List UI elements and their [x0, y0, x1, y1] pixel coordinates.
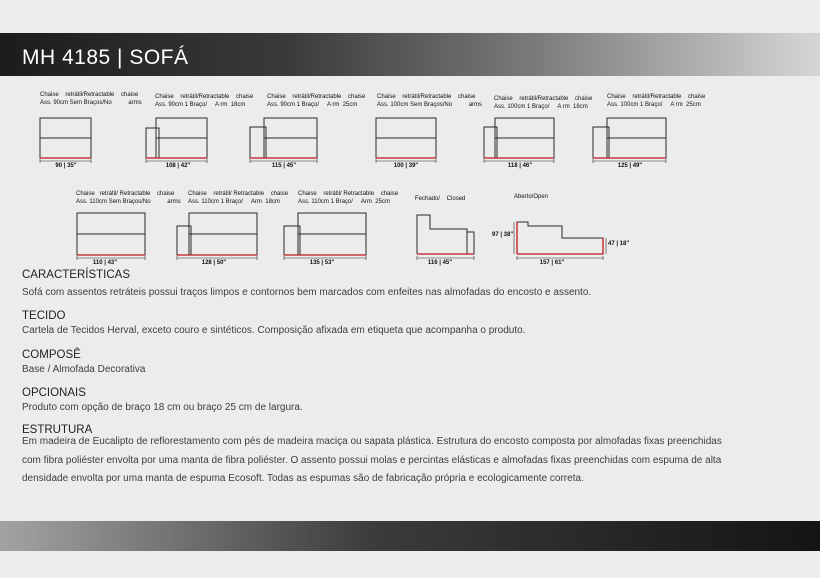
- module-dimension: 108 | 42": [165, 163, 191, 169]
- section-body-opcionais: Produto com opção de braço 18 cm ou braço 25 cm de largura.: [22, 402, 303, 413]
- module-open-side: [517, 222, 603, 254]
- module-caption: Chaise retrátil/Retractable chaise Ass. 90cm 1 Braço/ A rm 18cm: [155, 94, 254, 108]
- module-dimension: 128 | 50": [201, 260, 227, 266]
- closed-dimension: 116 | 45": [427, 260, 453, 266]
- module-caption: Chaise retrátil/ Retractable chaise Ass. 110cm Sem Braços/No arms: [76, 191, 181, 205]
- open-height-dimension: 47 | 18": [608, 241, 630, 247]
- section-title-compose: COMPOSÊ: [22, 349, 81, 361]
- section-title-caracteristicas: CARACTERÍSTICAS: [22, 269, 130, 281]
- page-title: MH 4185 | SOFÁ: [22, 46, 189, 69]
- module-110-arm-18: [177, 213, 257, 255]
- module-closed-side: [417, 215, 474, 254]
- section-title-tecido: TECIDO: [22, 310, 66, 322]
- module-100-arm-25: [593, 118, 666, 158]
- section-body-estrutura: Em madeira de Eucalipto de reflorestamento com pés de madeira maciça ou sapata plástica. Estrutura do encosto composta por almofadas fixas preenchidas com fibra poliéster envolta por uma manta de fibra poliéster. O assento possui molas e percintas elásticas e almofadas fixas preenchidas com espuma de alta densidade envolta por uma manta de espuma Ecosoft. Todas as espumas são de fabricação própria e ecologicamente correta.: [22, 436, 722, 484]
- module-dimension: 110 | 43": [92, 260, 118, 266]
- section-title-opcionais: OPCIONAIS: [22, 387, 86, 399]
- module-dimension: 90 | 35": [55, 163, 77, 169]
- open-dimension: 157 | 61": [539, 260, 565, 266]
- module-90-no-arms: [40, 118, 91, 158]
- module-caption: Chaise retrátil/Retractable chaise Ass. 100cm 1 Braço/ A rm 25cm: [607, 94, 706, 108]
- module-dimension: 100 | 39": [393, 163, 419, 169]
- section-title-estrutura: ESTRUTURA: [22, 424, 93, 436]
- closed-caption: Fechado/ Closed: [415, 196, 466, 202]
- open-depth-dimension: 97 | 38": [492, 232, 514, 238]
- open-caption: Aberto/Open: [514, 194, 549, 200]
- module-caption: Chaise retrátil/Retractable chaise Ass. 100cm Sem Braços/No arms: [377, 94, 483, 108]
- module-caption: Chaise retrátil/Retractable chaise Ass. 100cm 1 Braço/ A rm 18cm: [494, 96, 593, 110]
- section-body-tecido: Cartela de Tecidos Herval, exceto couro e sintéticos. Composição afixada em etiqueta que acompanha o produto.: [22, 325, 526, 336]
- module-110-arm-25: [284, 213, 366, 255]
- module-caption: Chaise retrátil/ Retractable chaise Ass. 110cm 1 Braço/ Arm 18cm: [188, 191, 289, 205]
- footer-band: [0, 521, 820, 551]
- module-100-arm-18: [484, 118, 554, 158]
- module-dimension: 125 | 49": [617, 163, 643, 169]
- module-90-arm-25: [250, 118, 317, 158]
- module-caption: Chaise retrátil/Retractable chaise Ass. 90cm 1 Braço/ A rm 25cm: [267, 94, 366, 108]
- module-dimension: 118 | 46": [507, 163, 533, 169]
- module-90-arm-18: [146, 118, 207, 158]
- section-body-caracteristicas: Sofá com assentos retráteis possui traços limpos e contornos bem marcados com enfeites nas almofadas do encosto e assento.: [22, 287, 592, 298]
- module-dimension: 115 | 45": [271, 163, 297, 169]
- module-caption: Chaise retrátil/ Retractable chaise Ass. 110cm 1 Braço/ Arm 25cm: [298, 191, 399, 205]
- module-110-no-arms: [77, 213, 145, 255]
- module-dimension: 135 | 53": [309, 260, 335, 266]
- module-100-no-arms: [376, 118, 436, 158]
- section-body-compose: Base / Almofada Decorativa: [22, 364, 146, 375]
- module-caption: Chaise retrátil/Retractable chaise Ass. 90cm Sem Braços/No arms: [40, 92, 142, 106]
